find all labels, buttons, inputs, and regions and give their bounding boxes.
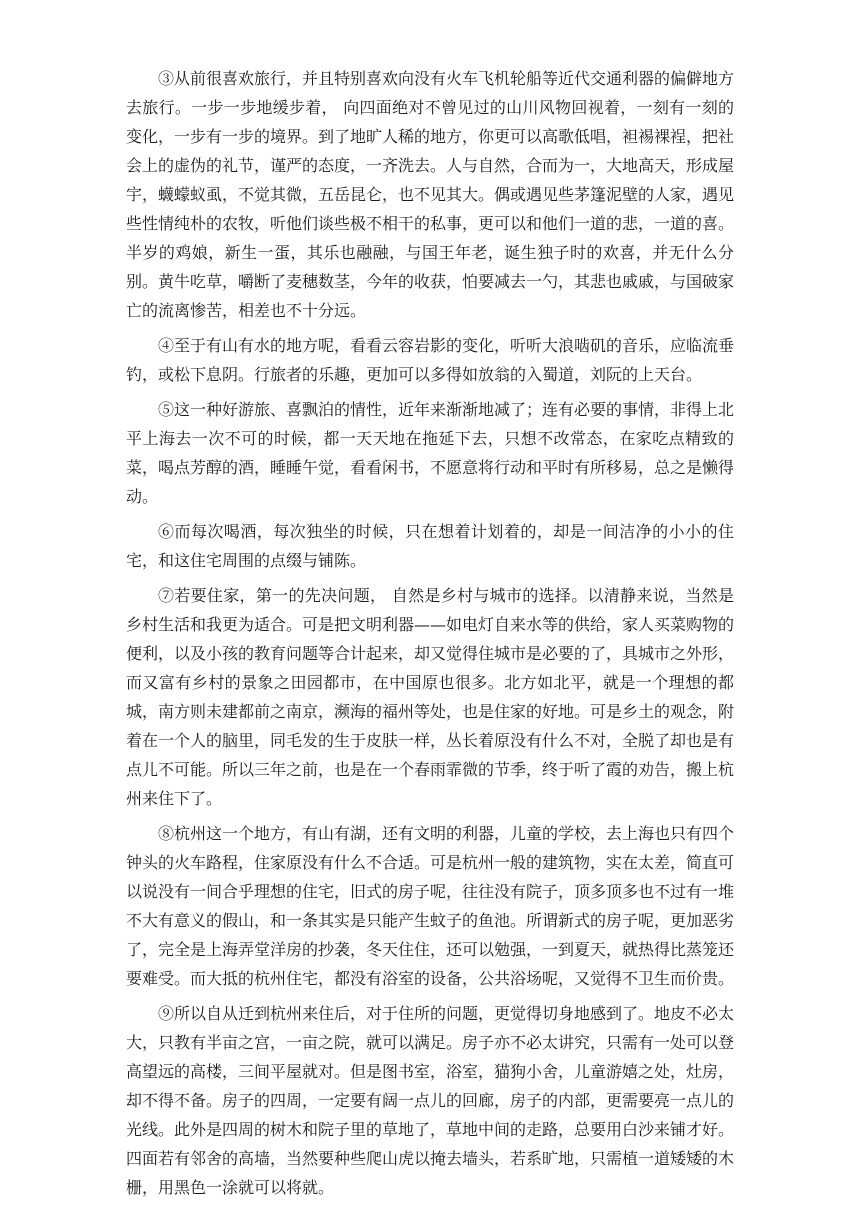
- document-page: [126, 64, 734, 1208]
- paragraph-5: ⑤这一种好游旅、喜飘泊的情性，近年来渐渐地减了；连有必要的事情，非得上北平上海去一次不可的时候，都一天天地在拖延下去，只想不改常态，在家吃点精致的菜，喝点芳醇的酒，睡睡午觉，看看闲书，不愿意将行动和平时有所移易，总之是懒得动。: [126, 400, 735, 506]
- paragraph-4: ④至于有山有水的地方呢，看看云容岩影的变化，听听大浪啮矶的音乐，应临流垂钓，或松下息阴。行旅者的乐趣，更加可以多得如放翁的入蜀道，刘阮的上天台。: [126, 336, 735, 384]
- paragraph-6: ⑥而每次喝酒，每次独坐的时候，只在想着计划着的，却是一间洁净的小小的住宅，和这住宅周围的点缀与铺陈。: [126, 522, 734, 570]
- paragraph-3: ③从前很喜欢旅行，并且特别喜欢向没有火车飞机轮船等近代交通利器的偏僻地方去旅行。一步一步地缓步着， 向四面绝对不曾见过的山川风物回视着，一刻有一刻的变化，一步有一步的境界。到了地旷人稀的地方，你更可以高歌低唱，袒裼裸裎，把社会上的虚伪的礼节，谨严的态度，一齐洗去。人与自然，合而为一，大地高天，形成屋宇，蠛蠓蚁虱，不觉其微，五岳昆仑，也不见其大。偶或遇见些茅篷泥壁的人家，遇见些性情纯朴的农牧，听他们谈些极不相干的私事，更可以和他们一道的悲，一道的喜。半岁的鸡娘，新生一蛋，其乐也融融，与国王年老，诞生独子时的欢喜，并无什么分别。黄牛吃草，嚼断了麦穗数茎，今年的收获，怕要减去一勺，其悲也戚戚，与国破家亡的流离惨苦，相差也不十分远。: [126, 69, 735, 320]
- paragraph-9: ⑨所以自从迁到杭州来住后，对于住所的问题，更觉得切身地感到了。地皮不必太大，只教有半亩之宫，一亩之院，就可以满足。房子亦不必太讲究，只需有一处可以登高望远的高楼，三间平屋就对。但是图书室，浴室，猫狗小舍，儿童游嬉之处，灶房，却不得不备。房子的四周，一定要有阔一点儿的回廊，房子的内部，更需要亮一点儿的光线。此外是四周的树木和院子里的草地了，草地中间的走路，总要用白沙来铺才好。四面若有邻舍的高墙，当然要种些爬山虎以掩去墙头，若系旷地，只需植一道矮矮的木栅，用黑色一涂就可以将就。: [126, 1004, 735, 1197]
- paragraph-7: ⑦若要住家，第一的先决问题， 自然是乡村与城市的选择。以清静来说，当然是乡村生活和我更为适合。可是把文明利器——如电灯自来水等的供给，家人买菜购物的便利，以及小孩的教育问题等合计起来，却又觉得住城市是必要的了，具城市之外形，而又富有乡村的景象之田园都市，在中国原也很多。北方如北平，就是一个理想的都城，南方则未建都前之南京，濒海的福州等处，也是住家的好地。可是乡土的观念，附着在一个人的脑里，同毛发的生于皮肤一样，丛长着原没有什么不对，全脱了却也是有点儿不可能。所以三年之前，也是在一个春雨霏微的节季，终于听了霞的劝告，搬上杭州来住下了。: [126, 586, 735, 808]
- paragraph-8: ⑧杭州这一个地方，有山有湖，还有文明的利器，儿童的学校，去上海也只有四个钟头的火车路程，住家原没有什么不合适。可是杭州一般的建筑物，实在太差，简直可以说没有一间合乎理想的住宅，旧式的房子呢，往往没有院子，顶多顶多也不过有一堆不大有意义的假山，和一条其实是只能产生蚊子的鱼池。所谓新式的房子呢，更加恶劣了，完全是上海弄堂洋房的抄袭，冬天住住，还可以勉强，一到夏天，就热得比蒸笼还要难受。而大抵的杭州住宅，都没有浴室的设备，公共浴场呢，又觉得不卫生而价贵。: [126, 824, 735, 988]
